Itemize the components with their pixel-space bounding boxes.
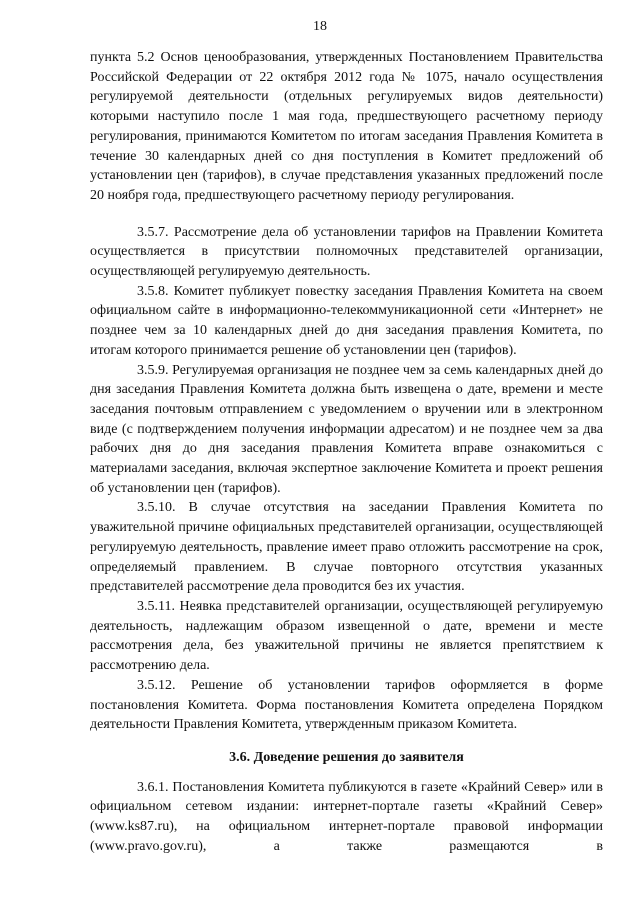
paragraph-3-5-12: 3.5.12. Решение об установлении тарифов оформляется в форме постановления Комитета. Форма постановления Комитета определена Порядком деятельности Правления Комитета, утвержденным приказом Комитета. <box>90 677 603 733</box>
paragraph-3-5-7: 3.5.7. Рассмотрение дела об установлении тарифов на Правлении Комитета осуществляется в присутствии полномочных представителей организации, осуществляющей регулируемую деятельность. <box>90 224 603 280</box>
section-heading-3-6: 3.6. Доведение решения до заявителя <box>229 749 464 765</box>
paragraph-3-5-11: 3.5.11. Неявка представителей организации, осуществляющей регулируемую деятельность, надлежащим образом извещенной о дате, времени и месте рассмотрения дела, без уважительной причины не является препятствием к рассмотрению дела. <box>90 598 603 674</box>
paragraph-3-5-10: 3.5.10. В случае отсутствия на заседании Правления Комитета по уважительной причине официальных представителей организации, осуществляющей регулируемую деятельность, правление имеет право отложить рассмотрение на срок, определяемый правлением. В случае повторного отсутствия указанных представителей рассмотрение дела проводится без их участия. <box>90 500 603 595</box>
paragraph-3-5-8: 3.5.8. Комитет публикует повестку заседания Правления Комитета на своем официальном сайте в информационно-телекоммуникационной сети «Интернет» не позднее чем за 10 календарных дней до дня заседания правления Комитета, по итогам которого принимается решение об установлении цен (тарифов). <box>90 283 603 358</box>
paragraph-3-6-1: 3.6.1. Постановления Комитета публикуются в газете «Крайний Север» или в официальном сетевом издании: интернет-портале газеты «Крайний Север» (www.ks87.ru), на официальном интернет-портале правовой информации (www.pravo.gov.ru), а также размещаются в <box>90 779 603 854</box>
page-number: 18 <box>313 19 327 34</box>
paragraph-intro-continuation: пункта 5.2 Основ ценообразования, утвержденных Постановлением Правительства Российской Федерации от 22 октября 2012 года № 1075, начало осуществления регулируемой деятельности (отдельных регулируемых видов деятельности) которыми наступило после 1 мая года, предшествующего расчетному периоду регулирования, принимаются Комитетом по итогам заседания Правления Комитета в течение 30 календарных дней со дня поступления в Комитет предложений об установлении цен (тарифов), в случае представления указанных предложений после 20 ноября года, предшествующего расчетному периоду регулирования. <box>90 50 603 203</box>
paragraph-3-5-9: 3.5.9. Регулируемая организация не позднее чем за семь календарных дней до дня заседания Правления Комитета должна быть извещена о дате, времени и месте заседания почтовым отправлением с уведомлением о вручении или в электронном виде (с подтверждением получения информации адресатом) и не позднее чем за два рабочих дня до дня заседания правления Комитета вправе ознакомиться с материалами заседания, включая экспертное заключение Комитета и проект решения об установлении цен (тарифов). <box>90 362 603 496</box>
document-body <box>90 48 603 856</box>
